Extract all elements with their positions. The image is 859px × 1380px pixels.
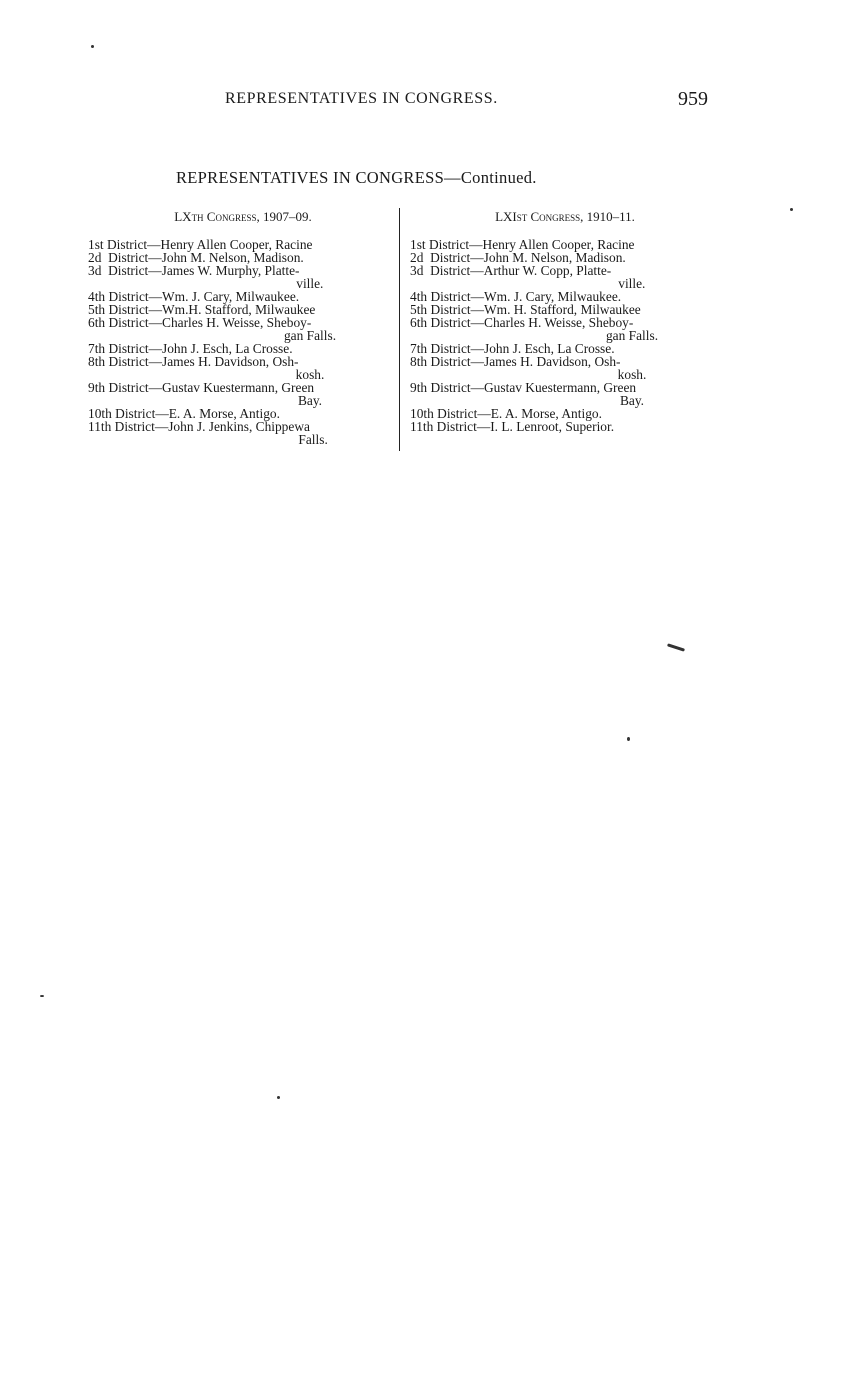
district-entry <box>88 381 398 407</box>
representative-text <box>162 355 398 381</box>
congress-heading-lxi <box>410 209 720 225</box>
district-entry <box>88 420 398 446</box>
district-label: 9th District— <box>410 380 485 395</box>
district-entry <box>410 355 720 381</box>
representative-name: John J. Jenkins, Chippewa <box>168 419 310 434</box>
district-label: 7th District— <box>88 341 163 356</box>
district-entry <box>410 264 720 290</box>
representative-text <box>484 355 720 381</box>
scan-speck <box>790 208 793 211</box>
congress-heading-name: LXth Congress, <box>174 209 260 224</box>
representative-name: Charles H. Weisse, Sheboy- <box>162 315 312 330</box>
scan-speck <box>277 1096 280 1099</box>
district-entry <box>88 264 398 290</box>
running-head: REPRESENTATIVES IN CONGRESS. <box>225 90 498 107</box>
district-entry <box>88 355 398 381</box>
representative-name: John J. Esch, La Crosse. <box>484 341 615 356</box>
congress-heading-years: 1910–11. <box>583 209 635 224</box>
district-label: 8th District— <box>410 354 485 369</box>
congress-heading-name: LXIst Congress, <box>495 209 584 224</box>
representative-name: E. A. Morse, Antigo. <box>168 406 280 421</box>
column-divider <box>399 208 400 451</box>
representative-name: Henry Allen Cooper, Racine <box>482 237 635 252</box>
page-title: REPRESENTATIVES IN CONGRESS—Continued. <box>176 168 537 187</box>
district-entry <box>410 381 720 407</box>
scan-speck <box>91 45 94 48</box>
district-label: 5th District— <box>88 302 163 317</box>
district-list <box>88 238 398 446</box>
representative-text <box>162 316 398 342</box>
representative-name: E. A. Morse, Antigo. <box>490 406 602 421</box>
district-label: 8th District— <box>88 354 163 369</box>
representative-name: Wm. H. Stafford, Milwaukee <box>484 302 641 317</box>
district-label: 6th District— <box>410 315 485 330</box>
district-label: 10th District— <box>88 406 169 421</box>
representative-name: Wm. J. Cary, Milwaukee. <box>162 289 300 304</box>
representative-text <box>484 264 720 290</box>
district-label: 10th District— <box>410 406 491 421</box>
representative-continuation: kosh. <box>617 367 647 382</box>
district-label: 1st District— <box>410 237 483 252</box>
representative-continuation: ville. <box>618 276 646 291</box>
scan-speck <box>627 737 630 741</box>
scan-speck <box>667 643 685 651</box>
representative-name: I. L. Lenroot, Superior. <box>490 419 615 434</box>
representative-continuation: Bay. <box>297 393 323 408</box>
page-number: 959 <box>678 88 708 110</box>
district-label: 4th District— <box>410 289 485 304</box>
representative-name: James H. Davidson, Osh- <box>162 354 299 369</box>
representative-text <box>484 316 720 342</box>
representative-continuation: ville. <box>296 276 324 291</box>
district-label: 11th District— <box>88 419 169 434</box>
representative-text <box>168 420 398 446</box>
district-label: 5th District— <box>410 302 485 317</box>
representative-continuation: Falls. <box>298 432 328 447</box>
district-label: 6th District— <box>88 315 163 330</box>
representative-name: John M. Nelson, Madison. <box>161 250 304 265</box>
representative-name: James H. Davidson, Osh- <box>484 354 621 369</box>
district-label: 3d District— <box>410 263 484 278</box>
representative-name: Charles H. Weisse, Sheboy- <box>484 315 634 330</box>
scan-speck <box>40 995 44 997</box>
left-column <box>88 209 398 446</box>
representative-text <box>484 381 720 407</box>
district-label: 11th District— <box>410 419 491 434</box>
representative-name: James W. Murphy, Platte- <box>161 263 300 278</box>
district-label: 3d District— <box>88 263 162 278</box>
representative-name: Gustav Kuestermann, Green <box>484 380 637 395</box>
representative-text <box>490 420 720 433</box>
district-entry <box>410 420 720 433</box>
representative-continuation: gan Falls. <box>605 328 659 343</box>
representative-continuation: Bay. <box>619 393 645 408</box>
representative-name: John M. Nelson, Madison. <box>483 250 626 265</box>
representative-name: Henry Allen Cooper, Racine <box>160 237 313 252</box>
district-label: 2d District— <box>88 250 162 265</box>
representative-name: Wm.H. Stafford, Milwaukee <box>162 302 316 317</box>
congress-heading-lx <box>88 209 398 225</box>
congress-heading-years: 1907–09. <box>259 209 312 224</box>
district-entry <box>88 316 398 342</box>
district-label: 9th District— <box>88 380 163 395</box>
right-column <box>410 209 720 433</box>
district-list <box>410 238 720 433</box>
representative-text <box>162 264 398 290</box>
district-label: 1st District— <box>88 237 161 252</box>
representative-continuation: gan Falls. <box>283 328 337 343</box>
representative-name: Wm. J. Cary, Milwaukee. <box>484 289 622 304</box>
representative-name: John J. Esch, La Crosse. <box>162 341 293 356</box>
district-label: 7th District— <box>410 341 485 356</box>
district-label: 2d District— <box>410 250 484 265</box>
representative-name: Gustav Kuestermann, Green <box>162 380 315 395</box>
representative-text <box>162 381 398 407</box>
district-entry <box>410 316 720 342</box>
representative-name: Arthur W. Copp, Platte- <box>483 263 612 278</box>
district-label: 4th District— <box>88 289 163 304</box>
representative-continuation: kosh. <box>295 367 325 382</box>
